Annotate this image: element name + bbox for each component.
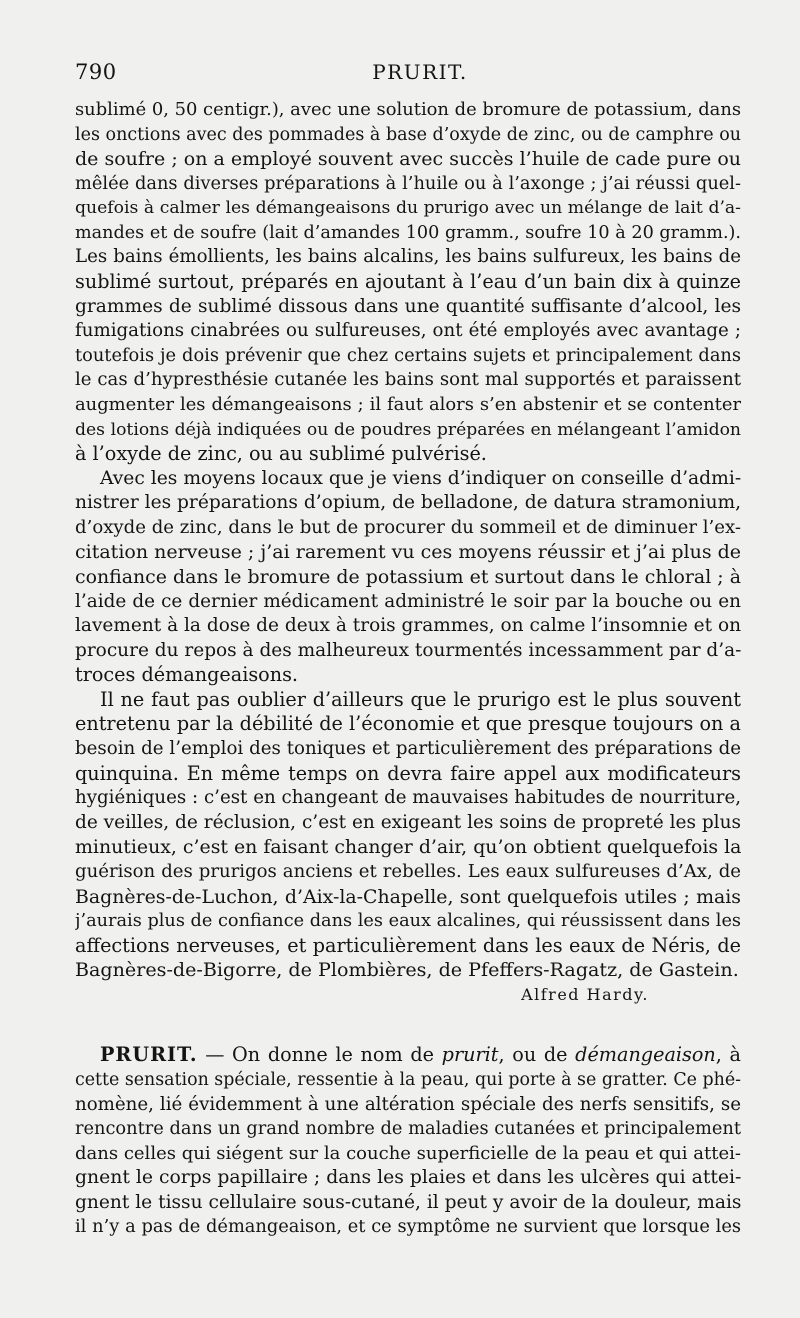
text-line: guérison des prurigos anciens et rebelles. Les eaux sulfureuses d’Ax, de [75,860,741,882]
text-line: nomène, lié évidemment à une altération spéciale des nerfs sensitifs, se [75,1093,741,1115]
text-line: minutieux, c’est en faisant changer d’air, qu’on obtient quelquefois la [75,836,741,859]
text-line: l’aide de ce dernier médicament administré le soir par la bouche ou en [75,590,741,612]
page-number: 790 [75,60,117,84]
text-line: j’aurais plus de confiance dans les eaux alcalines, qui réussissent dans les [75,911,741,932]
text-line: quefois à calmer les démangeaisons du prurigo avec un mélange de lait d’a- [75,198,741,219]
paragraph-hygiene [75,688,741,983]
article-first-line [75,1043,741,1068]
text-segment: , ou de [498,1043,576,1067]
text-line: troces démangeaisons. [75,663,299,687]
text-line: de veilles, de réclusion, c’est en exigeant les soins de propreté les plus [75,811,741,833]
text-line: dans celles qui siégent sur la couche superficielle de la peau et qui attei- [75,1142,741,1164]
italic-term: prurit [441,1043,499,1067]
article-prurit [75,1043,741,1240]
text-line: le cas d’hypresthésie cutanée les bains sont mal supportés et paraissent [75,369,741,391]
text-line: hygiéniques : c’est en changeant de mauvaises habitudes de nourriture, [75,787,741,809]
article-headword: PRURIT. [100,1043,198,1067]
text-line: sublimé 0, 50 centigr.), avec une solution de bromure de potassium, dans [75,99,741,120]
text-line: à l’oxyde de zinc, ou au sublimé pulvérisé. [75,442,487,466]
text-line: confiance dans le bromure de potassium et surtout dans le chloral ; à [75,565,741,588]
text-line: cette sensation spéciale, ressentie à la peau, qui porte à se gratter. Ce phé- [75,1069,741,1090]
text-line: Avec les moyens locaux que je viens d’indiquer on conseille d’admi- [100,467,741,489]
text-line: fumigations cinabrées ou sulfureuses, ont été employés avec avantage ; [75,320,741,342]
text-line: grammes de sublimé dissous dans une quantité suffisante d’alcool, les [75,295,741,317]
text-line: sublimé surtout, préparés en ajoutant à l’eau d’un bain dix à quinze [75,270,741,294]
text-line: mandes et de soufre (lait d’amandes 100 gramm., soufre 10 à 20 gramm.). [75,222,741,243]
text-line: entretenu par la débilité de l’économie et que presque toujours on a [75,712,741,736]
text-line: mêlée dans diverses préparations à l’huile ou à l’axonge ; j’ai réussi quel- [75,172,741,194]
text-line: gnent le corps papillaire ; dans les plaies et dans les ulcères qui attei- [75,1167,741,1189]
text-segment: , à [715,1043,741,1067]
text-line: nistrer les préparations d’opium, de belladone, de datura stramonium, [75,492,741,514]
text-line: quinquina. En même temps on devra faire appel aux modificateurs [75,761,741,785]
text-line: il n’y a pas de démangeaison, et ce symptôme ne survient que lorsque les [75,1216,741,1238]
author-signature: Alfred Hardy. [521,984,649,1004]
section-gap [75,1007,741,1043]
text-line: Bagnères-de-Luchon, d’Aix-la-Chapelle, sont quelquefois utiles ; mais [75,885,741,908]
text-line: lavement à la dose de deux à trois grammes, on calme l’insomnie et on [75,615,741,637]
text-line: d’oxyde de zinc, dans le but de procurer du sommeil et de diminuer l’ex- [75,516,741,538]
text-line: de soufre ; on a employé souvent avec succès l’huile de cade pure ou [75,148,741,171]
paragraph-treatment-local [75,98,741,467]
text-line: Il ne faut pas oublier d’ailleurs que le prurigo est le plus souvent [100,687,741,711]
text-line: affections nerveuses, et particulièrement dans les eaux de Néris, de [75,933,741,957]
text-line: Les bains émollients, les bains alcalins, les bains sulfureux, les bains de [75,246,741,268]
text-line: toutefois je dois prévenir que chez certains sujets et principalement dans [75,344,741,366]
text-line: citation nerveuse ; j’ai rarement vu ces moyens réussir et j’ai plus de [75,541,741,564]
text-segment: — On donne le nom de [197,1043,442,1067]
body-text [75,98,741,1240]
running-head: PRURIT. [372,60,468,84]
text-line: gnent le tissu cellulaire sous-cutané, il peut y avoir de la douleur, mais [75,1191,741,1213]
text-line: rencontre dans un grand nombre de maladies cutanées et principalement [75,1118,741,1140]
text-line: des lotions déjà indiquées ou de poudres préparées en mélangeant l’amidon [75,419,741,440]
page-header [75,60,740,88]
text-line: augmenter les démangeaisons ; il faut alors s’en abstenir et se contenter [75,393,741,415]
italic-term: démangeaison [575,1043,716,1067]
text-line: Bagnères-de-Bigorre, de Plombières, de Pfeffers-Ragatz, de Gastein. [75,958,739,982]
text-line: les onctions avec des pommades à base d’oxyde de zinc, ou de camphre ou [75,124,741,145]
paragraph-treatment-internal [75,467,741,688]
text-line: besoin de l’emploi des toniques et particulièrement des préparations de [75,738,741,760]
text-line: procure du repos à des malheureux tourmentés incessamment par d’a- [75,639,741,661]
